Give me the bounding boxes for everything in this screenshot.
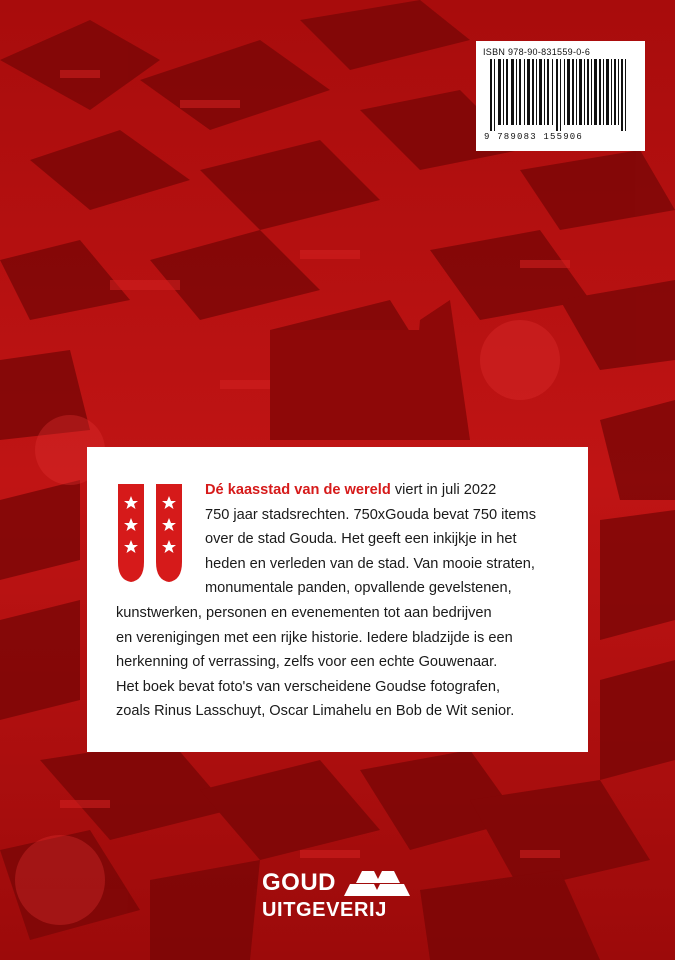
description-line-8: herkenning of verrassing, zelfs voor een echte Gouwenaar. bbox=[116, 654, 498, 671]
barcode-icon bbox=[490, 59, 640, 131]
barcode-panel bbox=[476, 41, 645, 151]
description-line-7: en verenigingen met een rijke historie. Iedere bladzijde is een bbox=[116, 629, 513, 646]
description-text bbox=[116, 478, 586, 724]
description-line-6: kunstwerken, personen en evenementen tot aan bedrijven bbox=[116, 604, 492, 621]
description-line-5: monumentale panden, opvallende gevelstenen, bbox=[205, 580, 512, 597]
isbn-label: ISBN 978-90-831559-0-6 bbox=[483, 47, 591, 57]
publisher-name-line1: GOUD bbox=[262, 869, 336, 896]
gold-bars-logo-icon bbox=[344, 871, 416, 897]
description-line-3: over de stad Gouda. Het geeft een inkijkje in het bbox=[205, 531, 517, 548]
description-line-1: Dé kaasstad van de wereld viert in juli 2022 bbox=[205, 482, 497, 498]
description-box bbox=[87, 447, 588, 752]
publisher-logo bbox=[262, 869, 422, 929]
lead-phrase: Dé kaasstad van de wereld bbox=[205, 482, 391, 498]
description-line-2: 750 jaar stadsrechten. 750xGouda bevat 750 items bbox=[205, 506, 537, 523]
barcode-digits: 9 789083 155906 bbox=[484, 132, 584, 142]
description-line-9: Het boek bevat foto's van verscheidene Goudse fotografen, bbox=[116, 678, 501, 695]
description-line-4: heden en verleden van de stad. Van mooie straten, bbox=[205, 555, 535, 572]
description-line-10: zoals Rinus Lasschuyt, Oscar Limahelu en Bob de Wit senior. bbox=[116, 703, 515, 720]
publisher-name-line2: UITGEVERIJ bbox=[262, 899, 387, 921]
